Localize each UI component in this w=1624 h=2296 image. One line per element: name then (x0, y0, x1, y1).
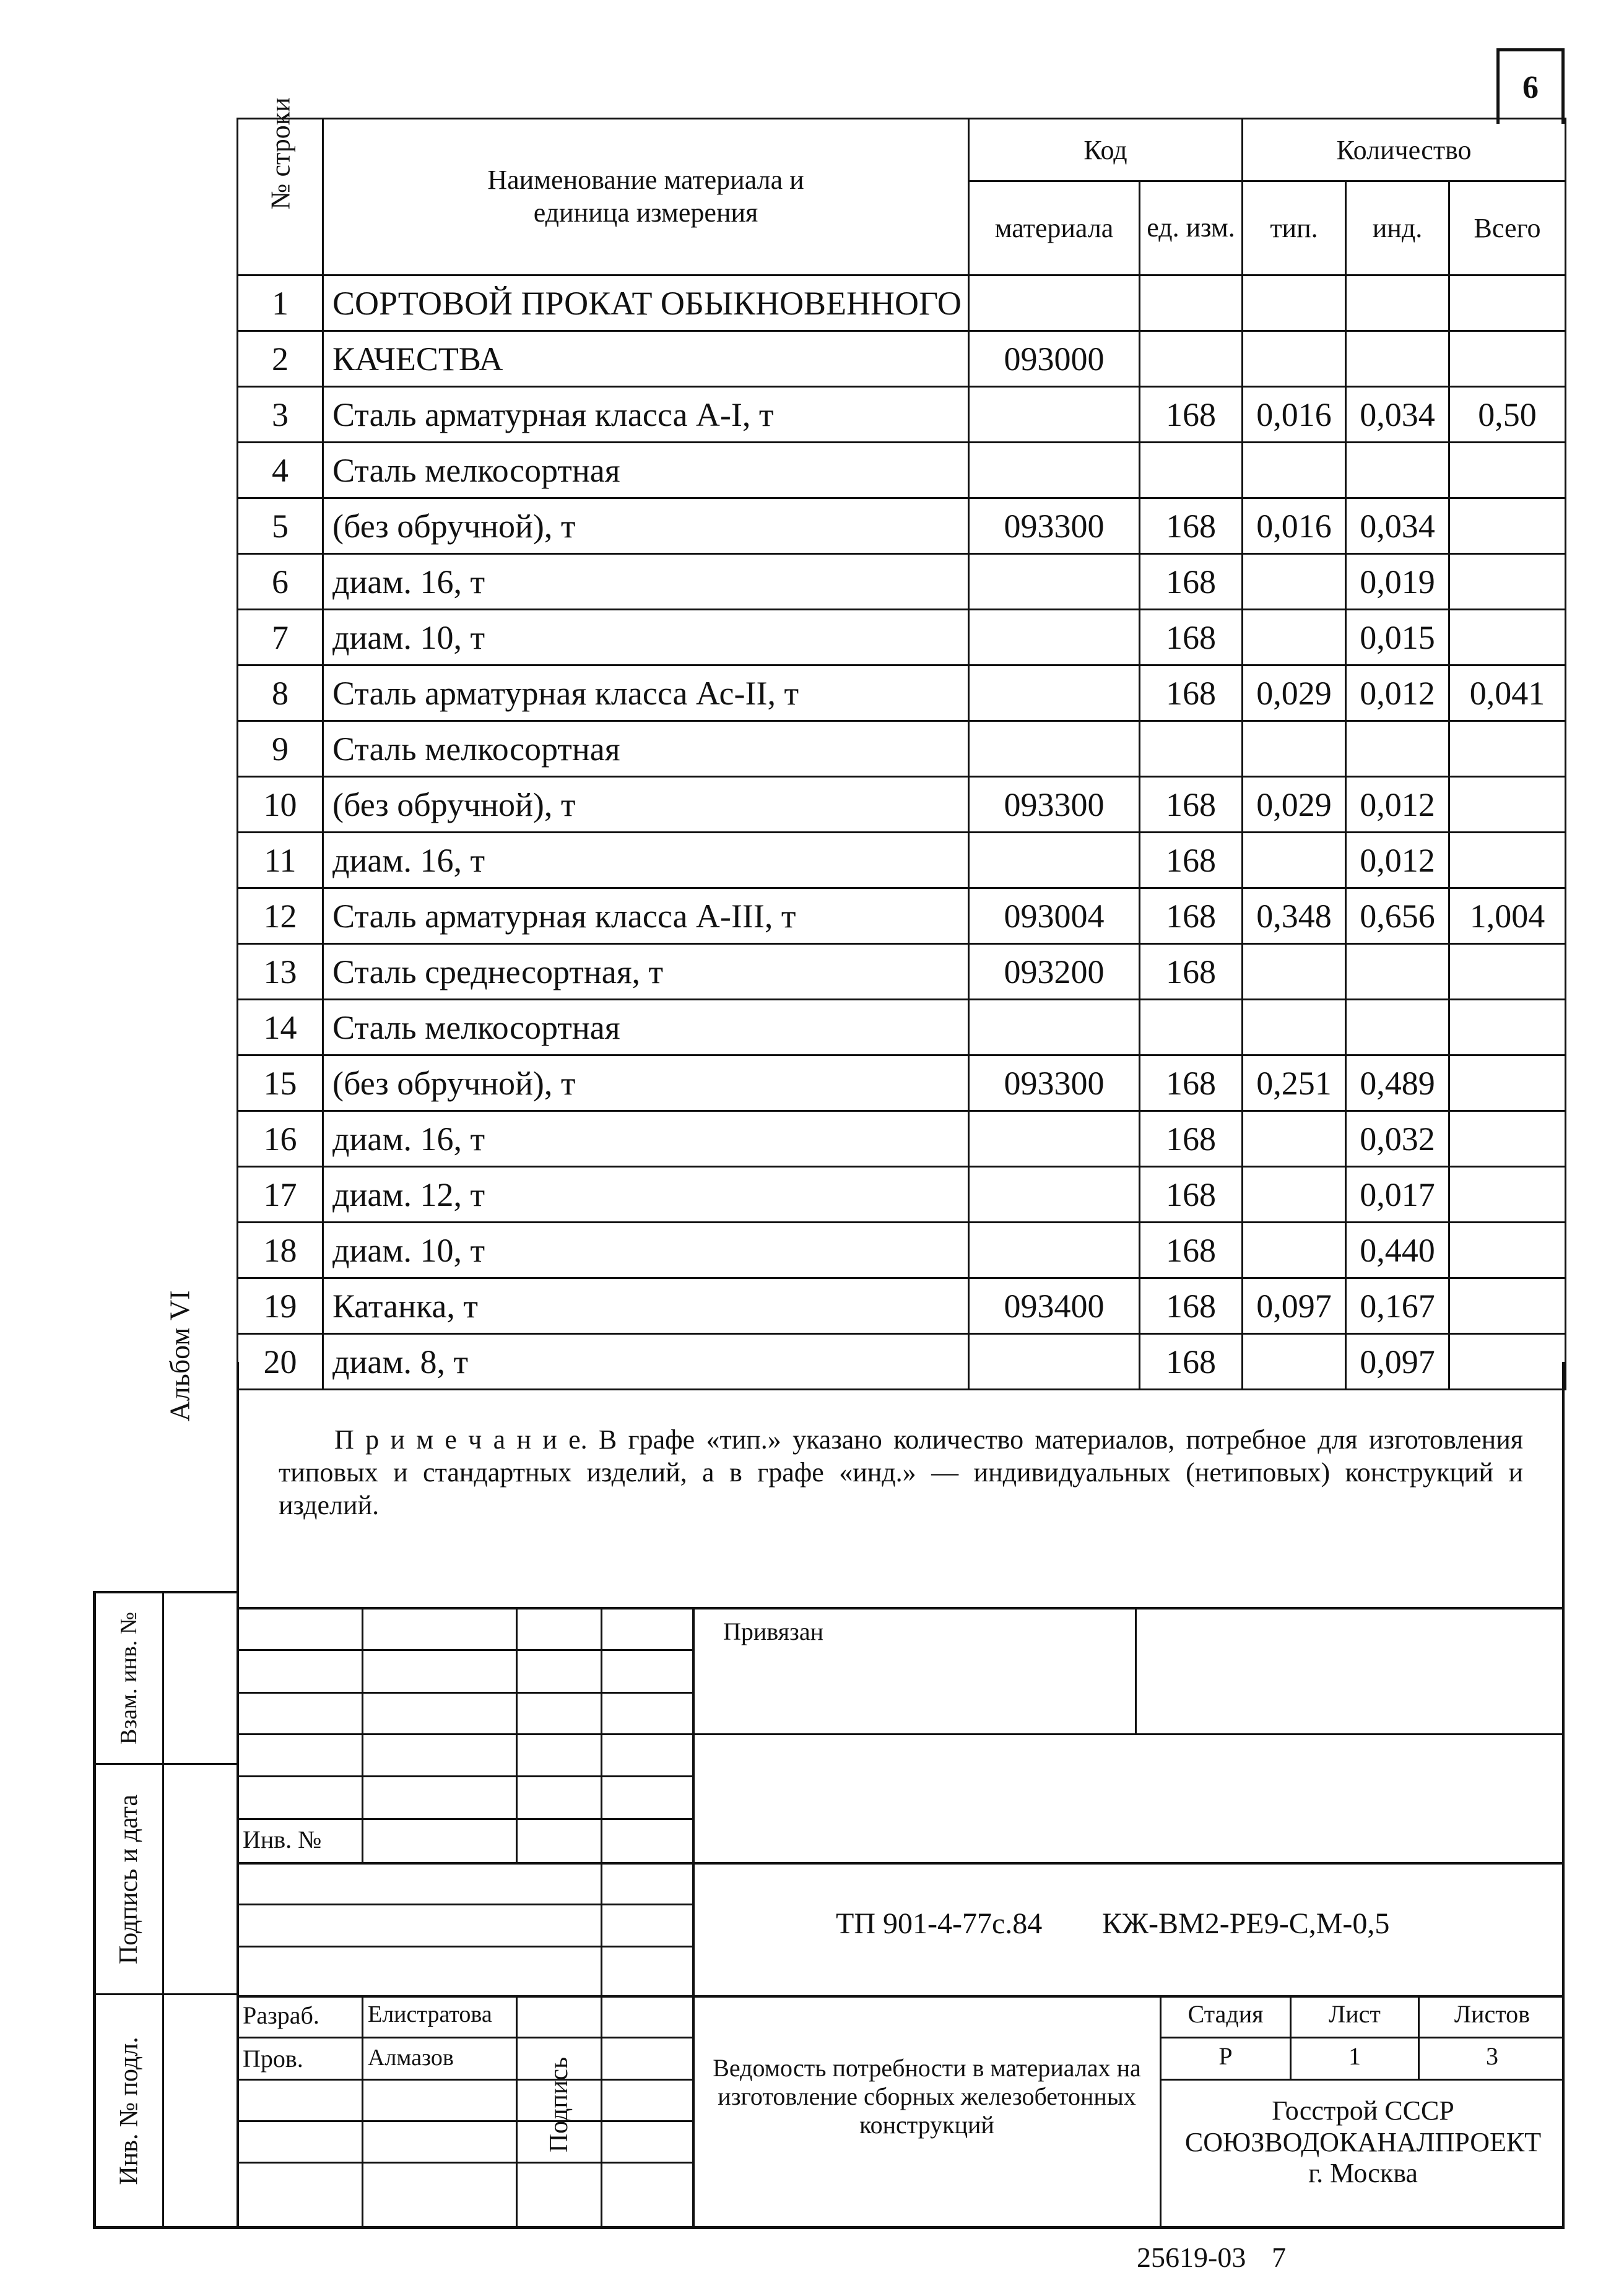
table-row (238, 387, 1566, 443)
header-row-no: № строки (238, 119, 323, 275)
cell-row-no: 3 (238, 387, 323, 443)
cell-ind (1346, 443, 1449, 498)
table-row (238, 665, 1566, 721)
cell-code: 093300 (969, 777, 1140, 833)
cell-row-no: 15 (238, 1055, 323, 1111)
cell-ind: 0,012 (1346, 777, 1449, 833)
cell-total (1449, 275, 1566, 331)
table-row (238, 1000, 1566, 1055)
cell-name: Сталь мелкосортная (323, 721, 969, 777)
cell-row-no: 1 (238, 275, 323, 331)
cell-typ (1243, 1111, 1346, 1167)
org-line3: г. Москва (1308, 2158, 1418, 2189)
cell-total: 1,004 (1449, 888, 1566, 944)
cell-name: диам. 16, т (323, 833, 969, 888)
cell-row-no: 20 (238, 1334, 323, 1390)
cell-ind: 0,019 (1346, 554, 1449, 610)
table-row (238, 721, 1566, 777)
stadia-label: Стадия (1188, 2000, 1264, 2028)
inv-no-label: Инв. № (243, 1826, 322, 1853)
cell-unit: 168 (1140, 944, 1243, 1000)
cell-total (1449, 721, 1566, 777)
cell-ind (1346, 944, 1449, 1000)
cell-ind: 0,012 (1346, 833, 1449, 888)
cell-total (1449, 777, 1566, 833)
cell-row-no: 7 (238, 610, 323, 665)
cell-total (1449, 610, 1566, 665)
document-title: Ведомость потребности в материалах на изготовление сборных железобетонных конструкций (713, 2054, 1141, 2139)
cell-row-no: 5 (238, 498, 323, 554)
doc-mark: КЖ-ВМ2-РЕ9-С,М-0,5 (1102, 1907, 1390, 1940)
stadia-value: Р (1218, 2042, 1233, 2070)
cell-name: диам. 12, т (323, 1167, 969, 1223)
footer-page: 7 (1272, 2242, 1286, 2273)
cell-unit: 168 (1140, 610, 1243, 665)
cell-row-no: 2 (238, 331, 323, 387)
cell-code (969, 1223, 1140, 1278)
cell-name: диам. 8, т (323, 1334, 969, 1390)
note-text: В графе «тип.» указано количество материалов, потребное для изготовления типовых и стандартных изделий, а в графе «инд.» — индивидуальных (нетиповых) конструкций и изделий. (279, 1424, 1523, 1520)
cell-unit: 168 (1140, 1055, 1243, 1111)
cell-name: диам. 16, т (323, 1111, 969, 1167)
listov-value: 3 (1486, 2042, 1498, 2070)
cell-name: КАЧЕСТВА (323, 331, 969, 387)
cell-unit: 168 (1140, 1334, 1243, 1390)
cell-unit: 168 (1140, 833, 1243, 888)
cell-ind (1346, 275, 1449, 331)
cell-total: 0,50 (1449, 387, 1566, 443)
cell-unit: 168 (1140, 777, 1243, 833)
cell-typ (1243, 833, 1346, 888)
side-podpis-data: Подпись и дата (115, 1794, 144, 1964)
cell-unit (1140, 721, 1243, 777)
cell-total (1449, 1223, 1566, 1278)
cell-name: диам. 10, т (323, 1223, 969, 1278)
cell-typ: 0,016 (1243, 498, 1346, 554)
cell-total (1449, 944, 1566, 1000)
cell-ind: 0,032 (1346, 1111, 1449, 1167)
cell-typ: 0,097 (1243, 1278, 1346, 1334)
cell-row-no: 17 (238, 1167, 323, 1223)
cell-ind: 0,097 (1346, 1334, 1449, 1390)
side-inv-podl: Инв. № подл. (115, 2036, 144, 2185)
table-row (238, 1223, 1566, 1278)
table-row (238, 1278, 1566, 1334)
cell-total (1449, 1055, 1566, 1111)
cell-row-no: 10 (238, 777, 323, 833)
cell-name: (без обручной), т (323, 498, 969, 554)
cell-code: 093300 (969, 498, 1140, 554)
cell-total (1449, 331, 1566, 387)
cell-row-no: 12 (238, 888, 323, 944)
cell-unit (1140, 275, 1243, 331)
cell-unit: 168 (1140, 1167, 1243, 1223)
podpis-label: Подпись (545, 2056, 573, 2153)
cell-name: Сталь среднесортная, т (323, 944, 969, 1000)
side-vzam: Взам. инв. № (116, 1611, 142, 1745)
page-number: 6 (1496, 48, 1565, 124)
cell-code: 093004 (969, 888, 1140, 944)
cell-name: Сталь мелкосортная (323, 1000, 969, 1055)
cell-code (969, 443, 1140, 498)
table-row (238, 554, 1566, 610)
cell-typ (1243, 610, 1346, 665)
cell-total (1449, 1111, 1566, 1167)
cell-code (969, 1111, 1140, 1167)
album-label: Альбом VI (163, 1290, 196, 1421)
cell-unit (1140, 1000, 1243, 1055)
note (279, 1424, 1523, 1522)
org-line1: Госстрой СССР (1272, 2095, 1454, 2126)
cell-ind: 0,489 (1346, 1055, 1449, 1111)
table-row (238, 1111, 1566, 1167)
cell-row-no: 19 (238, 1278, 323, 1334)
cell-typ: 0,016 (1243, 387, 1346, 443)
razrab-name: Елистратова (368, 2001, 492, 2027)
cell-code (969, 721, 1140, 777)
razrab-label: Разраб. (243, 2001, 319, 2029)
cell-row-no: 18 (238, 1223, 323, 1278)
cell-typ (1243, 1167, 1346, 1223)
cell-name: Катанка, т (323, 1278, 969, 1334)
note-title: П р и м е ч а н и е. (334, 1424, 588, 1455)
cell-ind: 0,656 (1346, 888, 1449, 944)
cell-typ (1243, 1000, 1346, 1055)
prov-name: Алмазов (368, 2045, 454, 2071)
cell-unit: 168 (1140, 1278, 1243, 1334)
header-code-material: материала (969, 181, 1140, 275)
cell-name: Сталь арматурная класса Ас-II, т (323, 665, 969, 721)
cell-typ: 0,029 (1243, 665, 1346, 721)
cell-total (1449, 1000, 1566, 1055)
cell-name: Сталь мелкосортная (323, 443, 969, 498)
cell-row-no: 14 (238, 1000, 323, 1055)
cell-unit: 168 (1140, 387, 1243, 443)
org-block (1162, 2095, 1565, 2190)
list-label: Лист (1329, 2000, 1381, 2028)
header-qty: Количество (1243, 119, 1566, 181)
table-row (238, 888, 1566, 944)
cell-code (969, 1167, 1140, 1223)
cell-ind (1346, 721, 1449, 777)
cell-ind: 0,034 (1346, 387, 1449, 443)
cell-unit: 168 (1140, 1223, 1243, 1278)
cell-unit (1140, 443, 1243, 498)
cell-unit: 168 (1140, 554, 1243, 610)
cell-name: Сталь арматурная класса А-I, т (323, 387, 969, 443)
cell-code (969, 387, 1140, 443)
cell-total (1449, 1278, 1566, 1334)
table-row (238, 610, 1566, 665)
cell-ind: 0,440 (1346, 1223, 1449, 1278)
cell-unit: 168 (1140, 888, 1243, 944)
cell-unit (1140, 331, 1243, 387)
cell-typ (1243, 721, 1346, 777)
cell-ind: 0,017 (1346, 1167, 1449, 1223)
cell-name: диам. 16, т (323, 554, 969, 610)
listov-label: Листов (1454, 2000, 1531, 2028)
cell-total: 0,041 (1449, 665, 1566, 721)
cell-name: СОРТОВОЙ ПРОКАТ ОБЫКНОВЕННОГО (323, 275, 969, 331)
cell-ind: 0,167 (1346, 1278, 1449, 1334)
cell-row-no: 16 (238, 1111, 323, 1167)
cell-name: диам. 10, т (323, 610, 969, 665)
materials-table (237, 97, 1566, 1390)
cell-typ (1243, 944, 1346, 1000)
list-value: 1 (1348, 2042, 1361, 2070)
header-qty-total: Всего (1449, 181, 1566, 275)
header-code-unit: ед. изм. (1140, 181, 1243, 275)
cell-row-no: 6 (238, 554, 323, 610)
cell-ind: 0,012 (1346, 665, 1449, 721)
table-row (238, 944, 1566, 1000)
cell-code (969, 833, 1140, 888)
privyazan-label: Привязан (723, 1618, 824, 1645)
cell-unit: 168 (1140, 665, 1243, 721)
cell-name: Сталь арматурная класса А-III, т (323, 888, 969, 944)
cell-code (969, 554, 1140, 610)
table-row (238, 443, 1566, 498)
cell-code (969, 275, 1140, 331)
doc-code: ТП 901-4-77с.84 (836, 1907, 1043, 1940)
table-row (238, 498, 1566, 554)
header-qty-typ: тип. (1243, 181, 1346, 275)
table-row (238, 331, 1566, 387)
cell-total (1449, 498, 1566, 554)
cell-ind (1346, 331, 1449, 387)
cell-typ (1243, 331, 1346, 387)
table-row (238, 833, 1566, 888)
cell-total (1449, 833, 1566, 888)
table-row (238, 1167, 1566, 1223)
cell-typ (1243, 443, 1346, 498)
cell-total (1449, 554, 1566, 610)
cell-name: (без обручной), т (323, 777, 969, 833)
cell-unit: 168 (1140, 1111, 1243, 1167)
cell-total (1449, 1167, 1566, 1223)
cell-unit: 168 (1140, 498, 1243, 554)
table-row (238, 1055, 1566, 1111)
header-qty-ind: инд. (1346, 181, 1449, 275)
cell-row-no: 8 (238, 665, 323, 721)
cell-row-no: 13 (238, 944, 323, 1000)
cell-typ (1243, 275, 1346, 331)
cell-total (1449, 443, 1566, 498)
cell-name: (без обручной), т (323, 1055, 969, 1111)
cell-typ: 0,348 (1243, 888, 1346, 944)
footer-code: 25619-03 (1137, 2242, 1246, 2273)
cell-typ: 0,251 (1243, 1055, 1346, 1111)
table-row (238, 777, 1566, 833)
prov-label: Пров. (243, 2045, 303, 2073)
cell-code: 093400 (969, 1278, 1140, 1334)
cell-code: 093000 (969, 331, 1140, 387)
table-row (238, 275, 1566, 331)
org-line2: СОЮЗВОДОКАНАЛПРОЕКТ (1184, 2126, 1542, 2157)
cell-ind: 0,015 (1346, 610, 1449, 665)
cell-typ: 0,029 (1243, 777, 1346, 833)
cell-row-no: 11 (238, 833, 323, 888)
header-name: Наименование материала и единица измерения (323, 119, 969, 275)
cell-ind (1346, 1000, 1449, 1055)
cell-code: 093300 (969, 1055, 1140, 1111)
header-code: Код (969, 119, 1243, 181)
cell-code (969, 1000, 1140, 1055)
cell-code: 093200 (969, 944, 1140, 1000)
cell-code (969, 610, 1140, 665)
cell-typ (1243, 554, 1346, 610)
cell-row-no: 4 (238, 443, 323, 498)
cell-typ (1243, 1223, 1346, 1278)
cell-code (969, 665, 1140, 721)
cell-ind: 0,034 (1346, 498, 1449, 554)
cell-row-no: 9 (238, 721, 323, 777)
